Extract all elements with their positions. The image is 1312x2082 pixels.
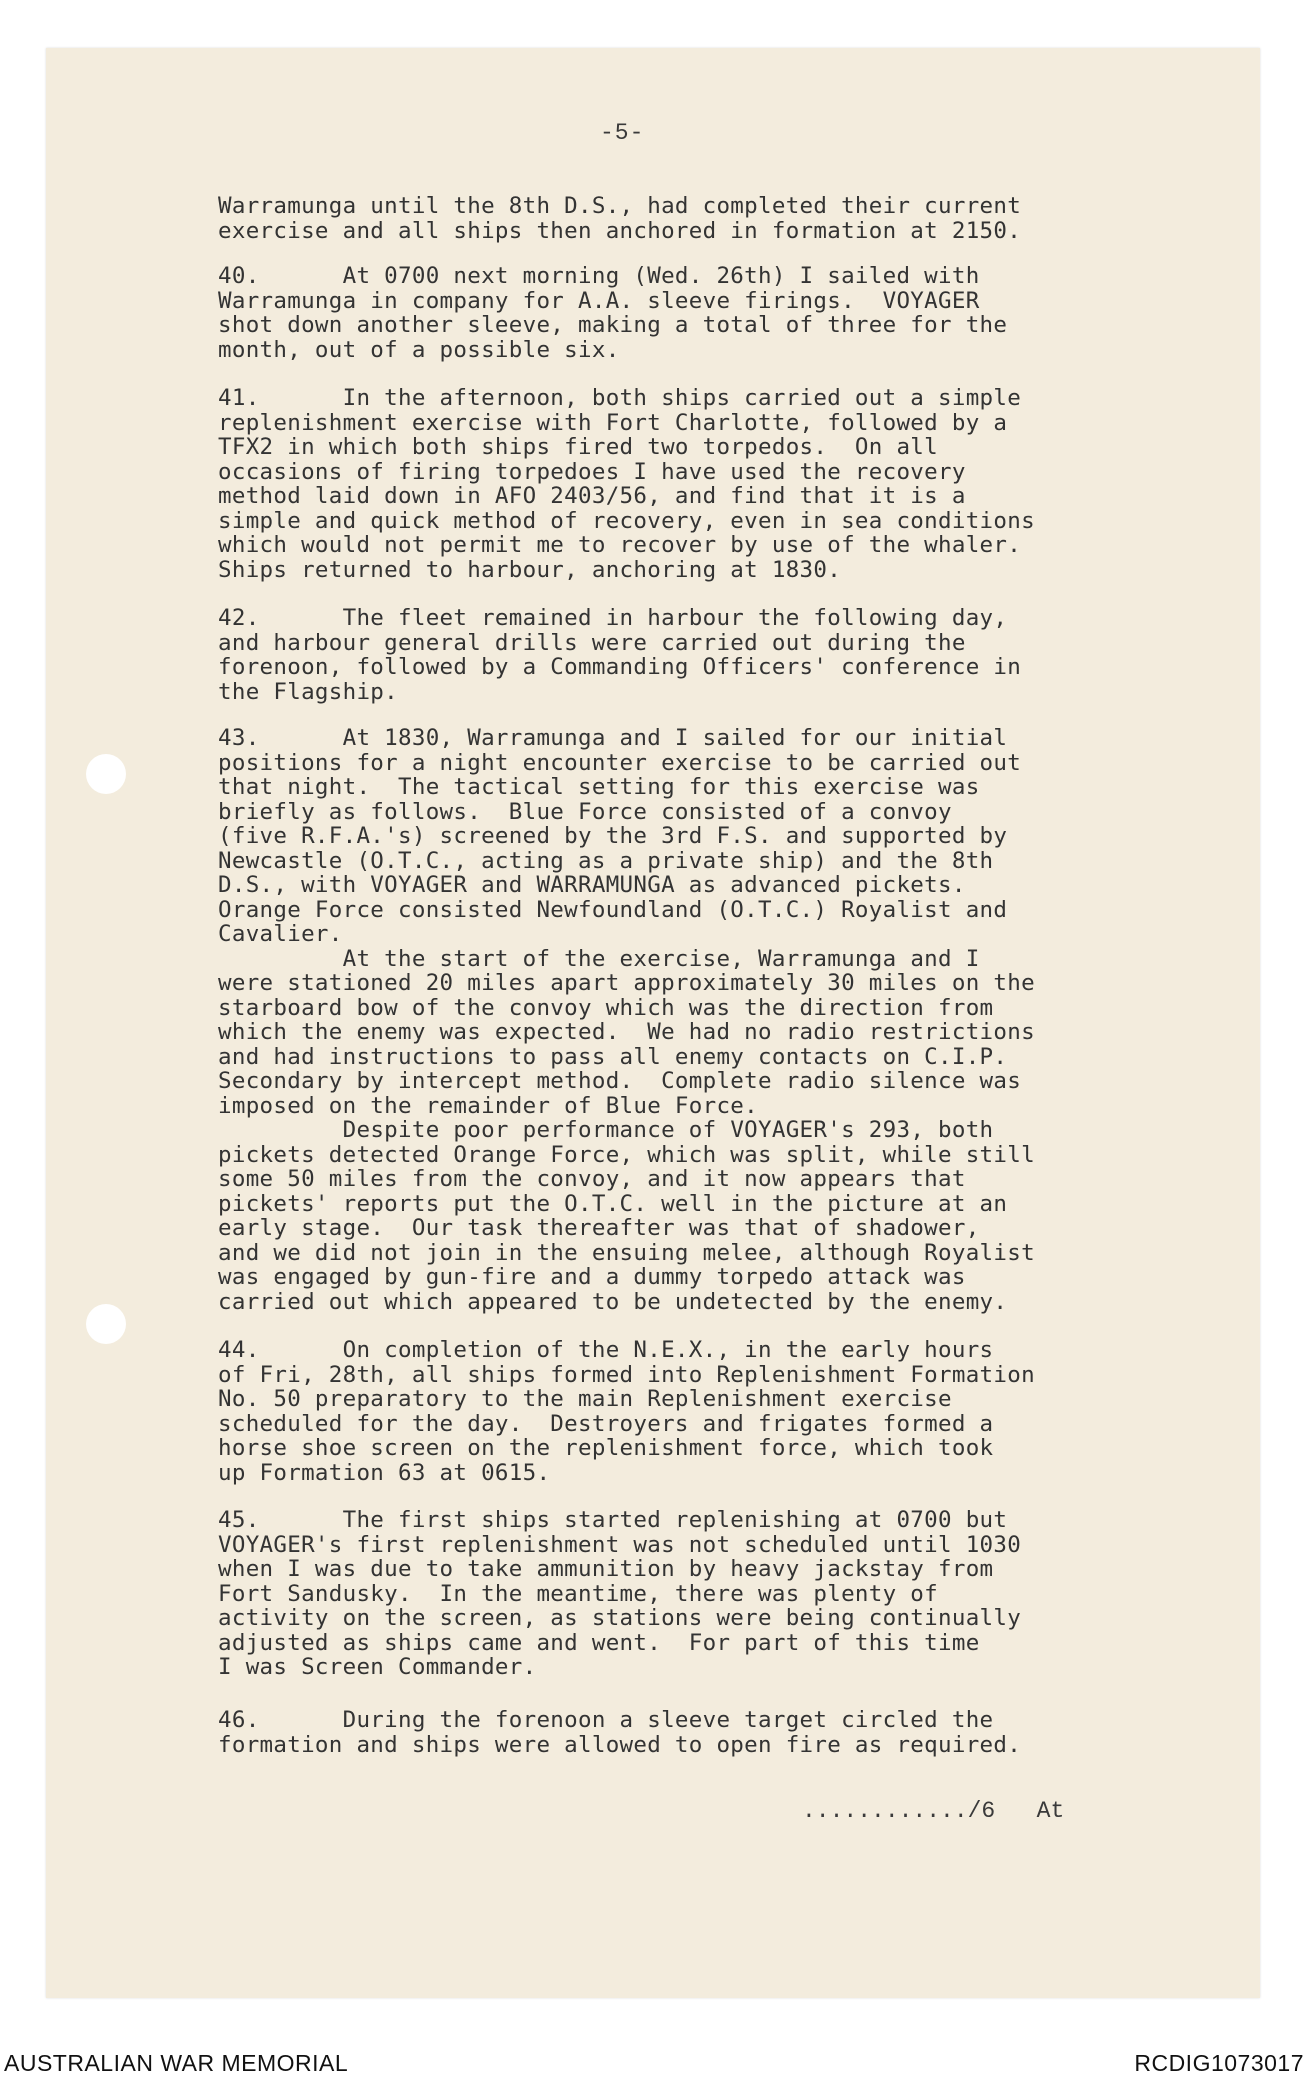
punch-hole-upper	[86, 754, 126, 794]
catchword: At	[1036, 1798, 1065, 1824]
paragraph-46: 46. During the forenoon a sleeve target circled the formation and ships were allowed to open fire as required.	[218, 1707, 1022, 1758]
continuation-dots: ............/6	[802, 1798, 996, 1824]
record-id: RCDIG1073017	[1134, 2050, 1304, 2076]
paragraph-41: 41. In the afternoon, both ships carried out a simple replenishment exercise with Fort Charlotte, followed by a TFX2 in which both ships fired two torpedos. On all occasions of firing torpedoes I have used the recovery method laid down in AFO 2403/56, and find that it is a simple and quick method of recovery, even in sea conditions which would not permit me to recover by use of the whaler. Ships returned to harbour, anchoring at 1830.	[218, 385, 1035, 583]
document-page	[46, 48, 1260, 1998]
paragraph-42: 42. The fleet remained in harbour the following day, and harbour general drills were carried out during the forenoon, followed by a Commanding Officers' conference in the Flagship.	[218, 605, 1022, 705]
continuation-line	[802, 1798, 1064, 1824]
paragraph-continued: Warramunga until the 8th D.S., had completed their current exercise and all ships then anchored in formation at 2150.	[218, 193, 1022, 244]
paragraph-43: 43. At 1830, Warramunga and I sailed for our initial positions for a night encounter exercise to be carried out that night. The tactical setting for this exercise was briefly as follows. Blue Force consisted of a convoy (five R.F.A.'s) screened by the 3rd F.S. and supported by Newcastle (O.T.C., acting as a private ship) and the 8th D.S., with VOYAGER and WARRAMUNGA as advanced pickets. Orange Force consisted Newfoundland (O.T.C.) Royalist and Cavalier. At the start of the exercise, Warramunga and I were stationed 20 miles apart approximately 30 miles on the starboard bow of the convoy which was the direction from which the enemy was expected. We had no radio restrictions and had instructions to pass all enemy contacts on C.I.P. Secondary by intercept method. Complete radio silence was imposed on the remainder of Blue Force. Despite poor performance of VOYAGER's 293, both pickets detected Orange Force, which was split, while still some 50 miles from the convoy, and it now appears that pickets' reports put the O.T.C. well in the picture at an early stage. Our task thereafter was that of shadower, and we did not join in the ensuing melee, although Royalist was engaged by gun-fire and a dummy torpedo attack was carried out which appeared to be undetected by the enemy.	[218, 725, 1035, 1315]
paragraph-44: 44. On completion of the N.E.X., in the early hours of Fri, 28th, all ships formed into Replenishment Formation No. 50 preparatory to the main Replenishment exercise scheduled for the day. Destroyers and frigates formed a horse shoe screen on the replenishment force, which took up Formation 63 at 0615.	[218, 1337, 1035, 1486]
institution-credit: AUSTRALIAN WAR MEMORIAL	[4, 2050, 349, 2076]
paragraph-40: 40. At 0700 next morning (Wed. 26th) I sailed with Warramunga in company for A.A. sleeve firings. VOYAGER shot down another sleeve, making a total of three for the month, out of a possible six.	[218, 263, 1008, 363]
punch-hole-lower	[86, 1304, 126, 1344]
paragraph-45: 45. The first ships started replenishing at 0700 but VOYAGER's first replenishment was not scheduled until 1030 when I was due to take ammunition by heavy jackstay from Fort Sandusky. In the meantime, there was plenty of activity on the screen, as stations were being continually adjusted as ships came and went. For part of this time I was Screen Commander.	[218, 1507, 1022, 1680]
page-number: -5-	[600, 120, 645, 146]
